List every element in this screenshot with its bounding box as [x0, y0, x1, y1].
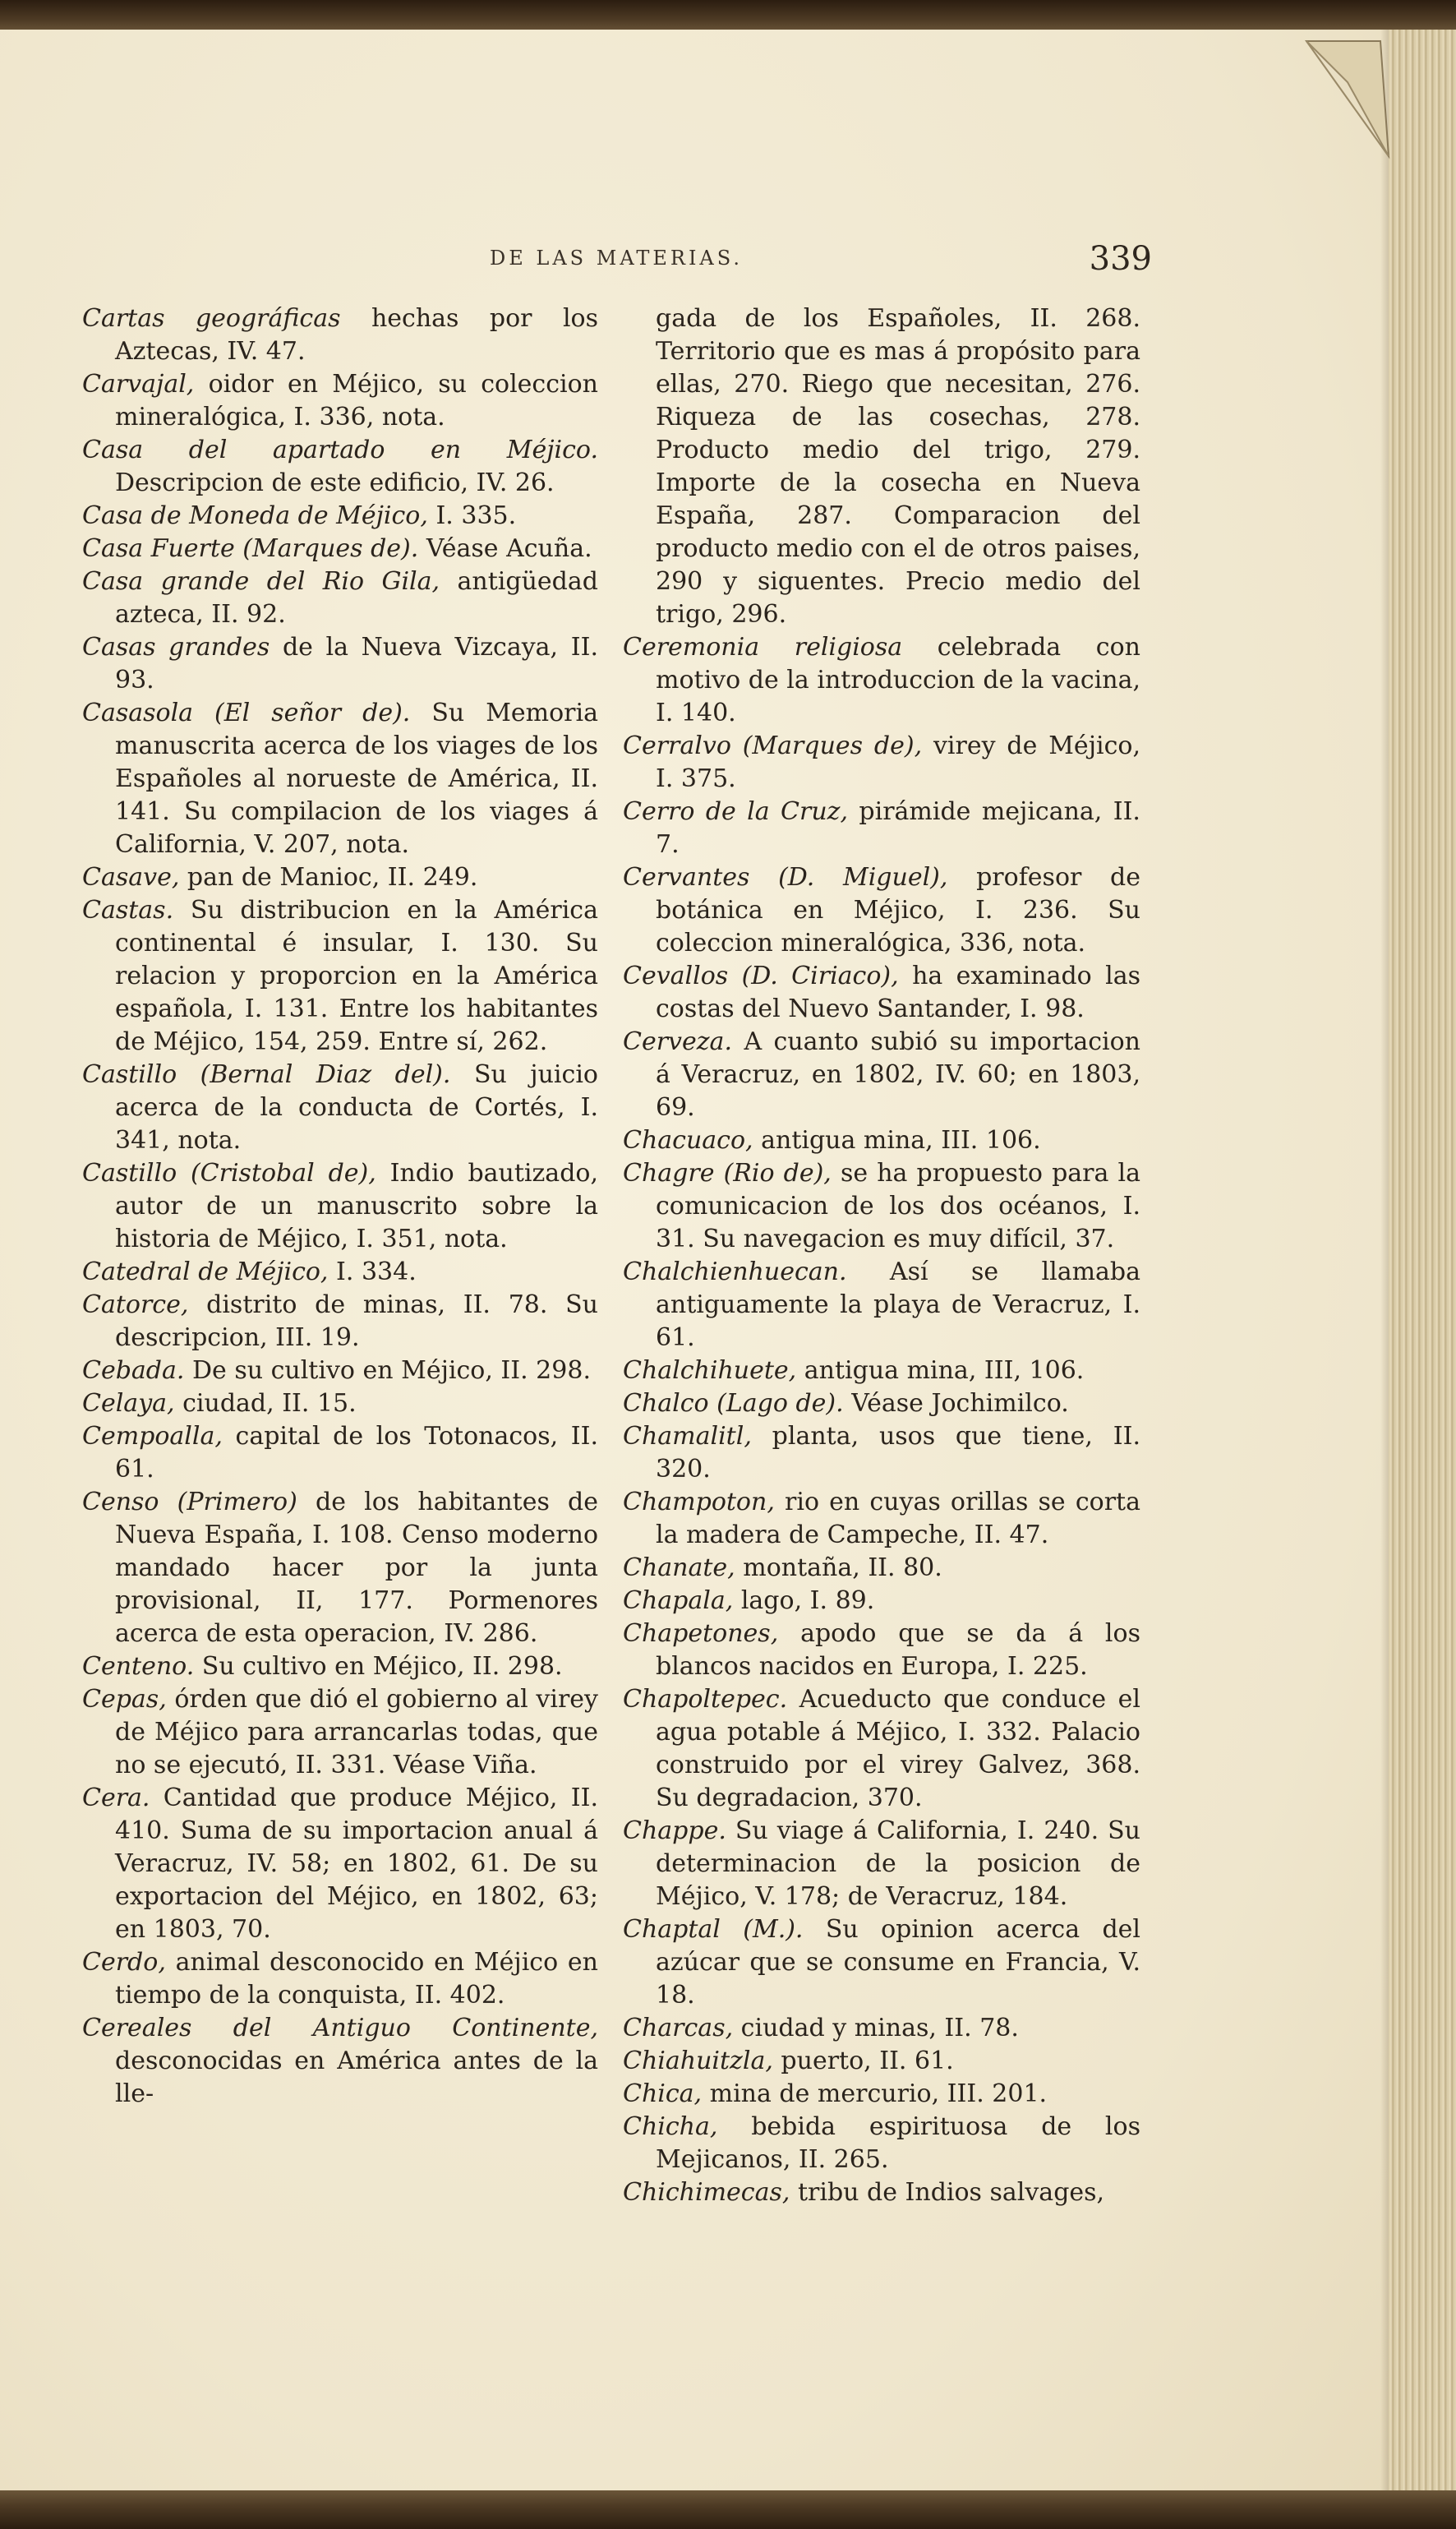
index-entry-text: pirámide mejicana, II. 7. — [656, 797, 1140, 859]
index-entry — [623, 1124, 1140, 1157]
index-entry-heading: Centeno. — [82, 1652, 195, 1681]
index-entry-text: Su distribucion en la América continental é insular, I. 130. Su relacion y proporcion en la América española, I. 131. Entre los habitantes de Méjico, 154, 259. Entre sí, 262. — [115, 896, 598, 1056]
index-entry-heading: Chacuaco, — [623, 1126, 753, 1155]
index-entry-text: puerto, II. 61. — [781, 2047, 954, 2075]
index-entry-heading: Chaptal (M.). — [623, 1915, 804, 1944]
index-entry-heading: Casa de Moneda de Méjico, — [82, 501, 428, 530]
index-entry — [623, 1618, 1140, 1683]
index-entry-heading: Chicha, — [623, 2112, 718, 2141]
index-entry — [82, 1256, 598, 1289]
index-entry-text: antigua mina, III. 106. — [761, 1126, 1041, 1155]
index-entry — [623, 1585, 1140, 1618]
index-entry-text: mina de mercurio, III. 201. — [709, 2079, 1048, 2108]
index-entry-text: ha examinado las costas del Nuevo Santander, I. 98. — [656, 962, 1140, 1023]
index-entry-text: Su Memoria manuscrita acerca de los viages de los Españoles al norueste de América, II. 141. Su compilacion de los viages á California, V. 207, nota. — [115, 699, 598, 859]
index-entry — [623, 2111, 1140, 2176]
index-entry — [623, 1026, 1140, 1124]
index-entry — [623, 1354, 1140, 1387]
index-entry — [82, 894, 598, 1059]
index-entry-text: planta, usos que tiene, II. 320. — [656, 1422, 1140, 1484]
index-entry-text: de los habitantes de Nueva España, I. 108. Censo moderno mandado hacer por la junta provisional, II, 177. Pormenores acerca de esta operacion, IV. 286. — [115, 1488, 598, 1648]
index-entry — [82, 1782, 598, 1946]
index-entry — [623, 2078, 1140, 2111]
index-entry-heading: Castillo (Bernal Diaz del). — [82, 1060, 451, 1089]
index-entry-text: pan de Manioc, II. 249. — [187, 863, 478, 892]
index-entry-text: montaña, II. 80. — [743, 1553, 942, 1582]
index-entry-heading: Casave, — [82, 863, 180, 892]
index-entry-heading: Cervantes (D. Miguel), — [623, 863, 948, 892]
index-entry-heading: Chapetones, — [623, 1619, 779, 1648]
index-entry-heading: Catedral de Méjico, — [82, 1258, 329, 1286]
index-entry-heading: Chapala, — [623, 1586, 734, 1615]
index-entry — [82, 1946, 598, 2012]
index-entry — [82, 533, 598, 565]
index-entry-text: antigua mina, III, 106. — [804, 1356, 1085, 1385]
index-entry-text: apodo que se da á los blancos nacidos en Europa, I. 225. — [656, 1619, 1140, 1681]
index-entry — [623, 1913, 1140, 2012]
index-entry-text: oidor en Méjico, su coleccion mineralógica, I. 336, nota. — [115, 370, 598, 431]
index-entry-text: Descripcion de este edificio, IV. 26. — [115, 468, 555, 497]
index-entry-text: Su opinion acerca del azúcar que se consume en Francia, V. 18. — [656, 1915, 1140, 2010]
index-entry-heading: Chanate, — [623, 1553, 735, 1582]
index-entry-text: Véase Acuña. — [426, 534, 592, 563]
index-column-right — [623, 302, 1140, 2209]
index-entry-heading: Cereales del Antiguo Continente, — [82, 2014, 598, 2042]
book-binding-top — [0, 0, 1456, 33]
index-entry-heading: Cempoalla, — [82, 1422, 223, 1451]
index-entry — [623, 1157, 1140, 1256]
index-entry-text: Acueducto que conduce el agua potable á Méjico, I. 332. Palacio construido por el virey Galvez, 368. Su degradacion, 370. — [656, 1685, 1140, 1812]
index-entry — [82, 302, 598, 368]
index-entry-heading: Cerro de la Cruz, — [623, 797, 849, 826]
index-entry — [623, 796, 1140, 861]
index-entry-text: órden que dió el gobierno al virey de Méjico para arrancarlas todas, que no se ejecutó, II. 331. Véase Viña. — [115, 1685, 598, 1779]
index-entry-text: ciudad, II. 15. — [182, 1389, 357, 1418]
running-head: DE LAS MATERIAS. — [490, 247, 743, 270]
index-entry-heading: Ceremonia religiosa — [623, 633, 903, 662]
index-entry-heading: Cartas geográficas — [82, 304, 341, 333]
index-entry-text: bebida espirituosa de los Mejicanos, II. 265. — [656, 2112, 1140, 2174]
index-entry-heading: Carvajal, — [82, 370, 195, 399]
index-entry-heading: Champoton, — [623, 1488, 775, 1516]
index-entry — [82, 1289, 598, 1354]
index-entry-text: animal desconocido en Méjico en tiempo de la conquista, II. 402. — [115, 1948, 598, 2010]
index-entry-text: hechas por los Aztecas, IV. 47. — [115, 304, 598, 366]
index-entry-heading: Cerveza. — [623, 1027, 732, 1056]
index-entry-text: profesor de botánica en Méjico, I. 236. Su coleccion mineralógica, 336, nota. — [656, 863, 1140, 958]
index-entry-heading: Cepas, — [82, 1685, 167, 1714]
index-entry-text: se ha propuesto para la comunicacion de los dos océanos, I. 31. Su navegacion es muy difícil, 37. — [656, 1159, 1140, 1253]
index-entry — [82, 1387, 598, 1420]
index-entry — [623, 861, 1140, 960]
index-entry-text: tribu de Indios salvages, — [797, 2178, 1105, 2207]
index-entry — [623, 2012, 1140, 2045]
index-entry-heading: Chalchienhuecan. — [623, 1258, 847, 1286]
index-entry-text: Véase Jochimilco. — [851, 1389, 1069, 1418]
index-entry-heading: Chica, — [623, 2079, 703, 2108]
index-entry-text: Así se llamaba antiguamente la playa de Veracruz, I. 61. — [656, 1258, 1140, 1352]
index-entry — [82, 1683, 598, 1782]
index-entry-text: ciudad y minas, II. 78. — [740, 2014, 1019, 2042]
index-entry-text: virey de Méjico, I. 375. — [656, 731, 1140, 793]
index-entry-heading: Chiahuitzla, — [623, 2047, 773, 2075]
index-entry-text: A cuanto subió su importacion á Veracruz, en 1802, IV. 60; en 1803, 69. — [656, 1027, 1140, 1122]
index-entry-heading: Censo (Primero) — [82, 1488, 297, 1516]
index-entry — [623, 1256, 1140, 1354]
index-entry-text: rio en cuyas orillas se corta la madera de Campeche, II. 47. — [656, 1488, 1140, 1549]
corner-fold — [1282, 33, 1397, 164]
index-entry — [623, 631, 1140, 730]
index-entry-heading: Casa Fuerte (Marques de). — [82, 534, 419, 563]
index-entry-text: Su juicio acerca de la conducta de Cortés, I. 341, nota. — [115, 1060, 598, 1155]
index-entry-heading: Cevallos (D. Ciriaco), — [623, 962, 899, 990]
index-entry-text: gada de los Españoles, II. 268. Territorio que es mas á propósito para ellas, 270. Riego que necesitan, 276. Riqueza de las cosechas, 278. Producto medio del trigo, 279. Importe de la cosecha en Nueva España, 287. Comparacion del producto medio con el de otros paises, 290 y siguentes. Precio medio del trigo, 296. — [656, 304, 1140, 629]
index-entry — [82, 631, 598, 697]
index-entry-text: distrito de minas, II. 78. Su descripcion, III. 19. — [115, 1290, 598, 1352]
index-entry-heading: Catorce, — [82, 1290, 189, 1319]
index-entry-text: capital de los Totonacos, II. 61. — [115, 1422, 598, 1484]
book-binding-bottom — [0, 2490, 1456, 2529]
index-entry-text: de la Nueva Vizcaya, II. 93. — [115, 633, 598, 695]
page-edges — [1389, 30, 1456, 2494]
index-entry — [82, 861, 598, 894]
index-entry-heading: Chapoltepec. — [623, 1685, 788, 1714]
index-entry-heading: Casa grande del Rio Gila, — [82, 567, 440, 596]
index-entry — [623, 302, 1140, 631]
index-entry — [623, 2176, 1140, 2209]
index-entry-heading: Cerdo, — [82, 1948, 166, 1977]
index-entry — [623, 730, 1140, 796]
index-entry — [623, 1815, 1140, 1913]
index-entry — [623, 1420, 1140, 1486]
index-entry — [623, 1552, 1140, 1585]
index-entry — [82, 1650, 598, 1683]
index-entry — [623, 1486, 1140, 1552]
index-entry-text: Cantidad que produce Méjico, II. 410. Suma de su importacion anual á Veracruz, IV. 58; en 1802, 61. De su exportacion del Méjico, en 1802, 63; en 1803, 70. — [115, 1784, 598, 1944]
index-entry-heading: Castillo (Cristobal de), — [82, 1159, 376, 1188]
index-entry — [82, 1059, 598, 1157]
index-entry — [82, 1486, 598, 1650]
index-entry-text: antigüedad azteca, II. 92. — [115, 567, 598, 629]
index-entry-heading: Castas. — [82, 896, 174, 925]
index-entry — [82, 2012, 598, 2111]
index-entry — [82, 697, 598, 861]
page-number: 339 — [1089, 240, 1152, 278]
index-entry-heading: Cebada. — [82, 1356, 185, 1385]
index-entry — [82, 500, 598, 533]
index-entry — [82, 565, 598, 631]
index-entry — [82, 368, 598, 434]
index-entry-heading: Chappe. — [623, 1816, 726, 1845]
index-entry-heading: Chichimecas, — [623, 2178, 790, 2207]
index-entry — [82, 1354, 598, 1387]
index-entry-heading: Chalco (Lago de). — [623, 1389, 844, 1418]
index-entry-heading: Casa del apartado en Méjico. — [82, 436, 598, 464]
index-entry-text: Su viage á California, I. 240. Su determinacion de la posicion de Méjico, V. 178; de Veracruz, 184. — [656, 1816, 1140, 1911]
index-entry-text: Indio bautizado, autor de un manuscrito sobre la historia de Méjico, I. 351, nota. — [115, 1159, 598, 1253]
index-entry-heading: Chalchihuete, — [623, 1356, 797, 1385]
index-entry-heading: Chamalitl, — [623, 1422, 752, 1451]
index-entry — [623, 1683, 1140, 1815]
index-entry-heading: Casasola (El señor de). — [82, 699, 411, 727]
index-entry-heading: Charcas, — [623, 2014, 734, 2042]
index-entry — [623, 960, 1140, 1026]
index-entry-heading: Celaya, — [82, 1389, 175, 1418]
index-entry — [82, 1420, 598, 1486]
index-entry-heading: Cerralvo (Marques de), — [623, 731, 923, 760]
index-entry-text: Su cultivo en Méjico, II. 298. — [201, 1652, 563, 1681]
index-entry — [82, 434, 598, 500]
index-entry-heading: Chagre (Rio de), — [623, 1159, 832, 1188]
index-column-left — [82, 302, 598, 2111]
index-entry-text: I. 334. — [336, 1258, 417, 1286]
index-entry-heading: Cera. — [82, 1784, 150, 1812]
index-entry-text: lago, I. 89. — [740, 1586, 875, 1615]
index-entry-text: I. 335. — [435, 501, 517, 530]
index-entry-heading: Casas grandes — [82, 633, 270, 662]
index-entry — [82, 1157, 598, 1256]
index-entry-text: desconocidas en América antes de la lle- — [115, 2047, 598, 2108]
index-entry-text: celebrada con motivo de la introduccion de la vacina, I. 140. — [656, 633, 1140, 727]
index-entry-text: De su cultivo en Méjico, II. 298. — [191, 1356, 591, 1385]
index-entry — [623, 1387, 1140, 1420]
index-entry — [623, 2045, 1140, 2078]
